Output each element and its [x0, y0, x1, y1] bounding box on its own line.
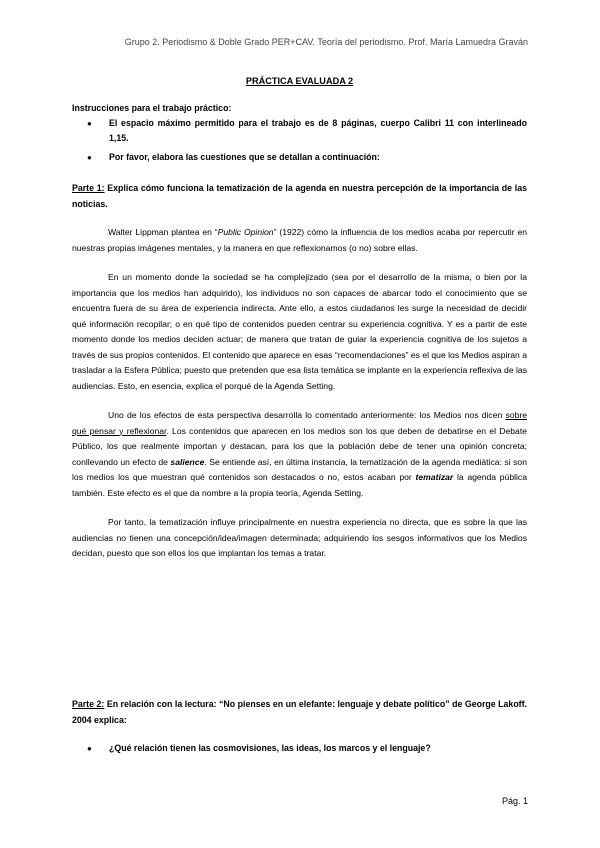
p3-text-b: . Los contenidos que aparecen en los medios son los que deben de debatirse en el Debate Público, los que realmente importan y destacan, para los que la población debe de tener una opinión concreta; conllevando un efecto de: [72, 425, 527, 467]
p3-text-a: Uno de los efectos de esta perspectiva desarrolla lo comentado anteriormente: los Medios nos dicen: [108, 410, 506, 420]
instruction-item: [72, 150, 527, 165]
part2-question-text: En relación con la lectura: “No pienses en un elefante: lenguaje y debate político” de George Lakoff. 2004 explica:: [72, 699, 527, 725]
part1-question: [72, 181, 527, 212]
instruction-text: El espacio máximo permitido para el trabajo es de 8 páginas, cuerpo Calibri 11 con interlineado 1,15.: [109, 118, 527, 143]
part2-question: [72, 697, 527, 728]
paragraph-3: [72, 408, 527, 501]
page-number: Pág. 1: [501, 796, 528, 806]
p1-italic: Public Opinion: [217, 227, 274, 237]
part2-label: Parte 2:: [72, 699, 105, 709]
part2-list: [72, 741, 527, 756]
paragraph-1: [72, 225, 527, 256]
p3-underline: sobre qué pensar y reflexionar: [72, 410, 527, 436]
paragraph-4: Por tanto, la tematización influye principalmente en nuestra experiencia no directa, que es sobre la que las audiencias no tienen una concepción/idea/imagen determinada; adquiriendo los sesgos informativos que los Medios decidan, puesto que son ellos los que implantan los temas a tratar.: [72, 517, 527, 558]
instruction-text: Por favor, elabora las cuestiones que se detallan a continuación:: [109, 152, 380, 162]
instructions-list: [72, 116, 527, 165]
part2-item-text: ¿Qué relación tienen las cosmovisiones, las ideas, los marcos y el lenguaje?: [109, 743, 431, 753]
p3-text-c: . Se entiende así, en última instancia, la tematización de la agenda mediática: si son los medios los que muestran qué contenidos son destacados o no, estos acaban por: [72, 456, 527, 482]
p3-text-d: la agenda pública también. Este efecto es el que da nombre a la propia teoría, Agenda Setting.: [72, 472, 528, 498]
instruction-item: [72, 116, 527, 146]
paragraph-2: En un momento donde la sociedad se ha complejizado (sea por el desarrollo de la misma, o bien por la importancia que los medios han adquirido), los individuos no son capaces de abarcar todo el conocimiento que se encuentra fuera de su área de experiencia indirecta. Ante ello, a estos ciudadanos les surge la necesidad de decidir qué información recopilar; o en qué tipo de contenidos pueden centrar su experiencia cognitiva. Y es a partir de este momento donde los medios deciden actuar; de manera que tratan de guiar la experiencia cognitiva de los sujetos a través de sus propios contenidos. El contenido que aparece en esas “recomendaciones” es el que los Medios aspiran a trasladar a la Esfera Pública; puesto que pretenden que esa lista temática se implante en la experiencia reflexiva de las audiencias. Esto, en esencia, explica el porqué de la Agenda Setting.: [72, 272, 527, 391]
part2-section: [72, 697, 527, 772]
p3-italic-salience: salience: [170, 456, 205, 467]
document-title: PRÁCTICA EVALUADA 2: [245, 76, 354, 86]
bullet-icon: ●: [87, 119, 92, 128]
part2-item: [72, 741, 527, 756]
page-header: Grupo 2. Periodismo & Doble Grado PER+CAV. Teoría del periodismo. Prof. María Lamuedra Graván: [124, 37, 528, 47]
bullet-icon: ●: [87, 153, 92, 162]
p3-italic-tematizar: tematizar: [415, 472, 454, 482]
part1-label: Parte 1:: [72, 183, 105, 193]
p1-text-a: Walter Lippman plantea en “: [108, 227, 218, 237]
bullet-icon: ●: [87, 744, 92, 753]
p1-text-b: ” (1922) cómo la influencia de los medios acaba por repercutir en nuestras propias imágenes mentales, y la manera en que reflexionamos (o no) sobre ellas.: [72, 227, 528, 253]
part1-question-text: Explica cómo funciona la tematización de la agenda en nuestra percepción de la importancia de las noticias.: [72, 183, 527, 209]
instructions-title: Instrucciones para el trabajo práctico:: [72, 103, 232, 113]
document-body: [72, 76, 527, 576]
